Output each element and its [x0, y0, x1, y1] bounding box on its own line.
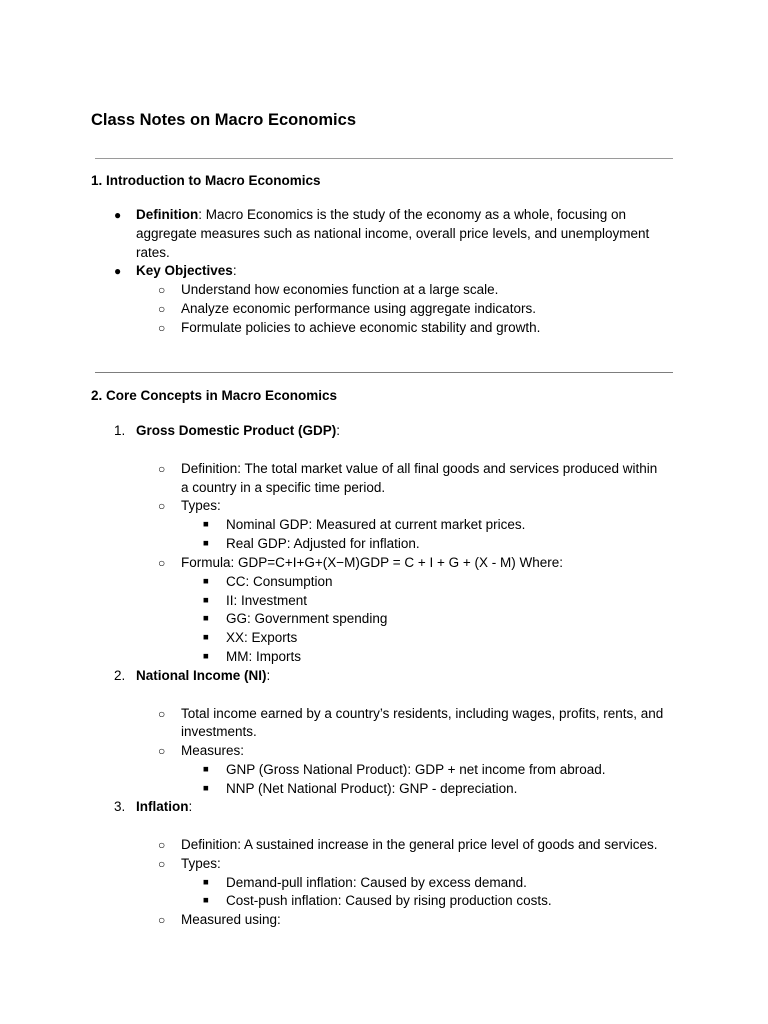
national-income-heading: National Income (NI):: [136, 668, 271, 683]
list-item: MM: Imports: [226, 649, 302, 664]
inflation-definition: Definition: A sustained increase in the general price level of goods and services.: [181, 837, 658, 852]
list-number: 2.: [114, 668, 126, 683]
square-marker: ■: [203, 877, 209, 888]
circle-marker: ○: [158, 321, 166, 335]
list-item: CC: Consumption: [226, 574, 333, 589]
page-title: Class Notes on Macro Economics: [91, 111, 356, 129]
bullet-marker: ●: [114, 264, 122, 278]
gdp-term: Gross Domestic Product (GDP): [136, 423, 337, 438]
square-marker: ■: [203, 595, 209, 606]
section-heading-introduction: 1. Introduction to Macro Economics: [91, 173, 321, 188]
list-item: Analyze economic performance using aggregate indicators.: [181, 301, 536, 316]
circle-marker: ○: [158, 838, 166, 852]
definition-text: : Macro Economics is the study of the economy as a whole, focusing on: [198, 207, 626, 222]
definition-line: aggregate measures such as national income, overall price levels, and unemployment: [136, 226, 650, 241]
national-income-term: National Income (NI): [136, 668, 267, 683]
square-marker: ■: [203, 895, 209, 906]
circle-marker: ○: [158, 556, 166, 570]
square-marker: ■: [203, 651, 209, 662]
inflation-types-label: Types:: [181, 856, 221, 871]
bullet-marker: ●: [114, 208, 122, 222]
national-income-line: investments.: [181, 724, 257, 739]
list-item: Real GDP: Adjusted for inflation.: [226, 536, 420, 551]
circle-marker: ○: [158, 302, 166, 316]
list-item: Formulate policies to achieve economic stability and growth.: [181, 320, 541, 335]
list-item: Demand-pull inflation: Caused by excess demand.: [226, 875, 527, 890]
national-income-line: Total income earned by a country’s residents, including wages, profits, rents, and: [181, 706, 664, 721]
square-marker: ■: [203, 538, 209, 549]
measures-label: Measures:: [181, 743, 245, 758]
gdp-types-label: Types:: [181, 498, 221, 513]
circle-marker: ○: [158, 744, 166, 758]
key-objectives-term: Key Objectives: [136, 263, 233, 278]
square-marker: ■: [203, 613, 209, 624]
circle-marker: ○: [158, 857, 166, 871]
list-item: II: Investment: [226, 593, 308, 608]
key-objectives-label: Key Objectives:: [136, 263, 237, 278]
circle-marker: ○: [158, 707, 166, 721]
inflation-heading: Inflation:: [136, 799, 193, 814]
list-item: Nominal GDP: Measured at current market prices.: [226, 517, 526, 532]
gdp-heading: Gross Domestic Product (GDP):: [136, 423, 341, 438]
list-item: GNP (Gross National Product): GDP + net income from abroad.: [226, 762, 606, 777]
list-number: 3.: [114, 799, 126, 814]
square-marker: ■: [203, 632, 209, 643]
square-marker: ■: [203, 576, 209, 587]
list-item: GG: Government spending: [226, 611, 388, 626]
circle-marker: ○: [158, 462, 166, 476]
list-number: 1.: [114, 423, 126, 438]
section-heading-core-concepts: 2. Core Concepts in Macro Economics: [91, 388, 338, 403]
gdp-formula: Formula: GDP=C+I+G+(X−M)GDP = C + I + G + (X - M) Where:: [181, 555, 563, 570]
list-item: Cost-push inflation: Caused by rising production costs.: [226, 893, 552, 908]
list-item: NNP (Net National Product): GNP - depreciation.: [226, 781, 518, 796]
circle-marker: ○: [158, 499, 166, 513]
list-item: XX: Exports: [226, 630, 298, 645]
circle-marker: ○: [158, 283, 166, 297]
square-marker: ■: [203, 783, 209, 794]
measured-using-label: Measured using:: [181, 912, 281, 927]
list-item: Understand how economies function at a large scale.: [181, 282, 499, 297]
definition-line: [136, 206, 626, 225]
gdp-definition-line: a country in a specific time period.: [181, 480, 386, 495]
horizontal-divider: [95, 372, 673, 373]
circle-marker: ○: [158, 913, 166, 927]
inflation-term: Inflation: [136, 799, 189, 814]
definition-term: Definition: [136, 207, 199, 222]
square-marker: ■: [203, 519, 209, 530]
square-marker: ■: [203, 764, 209, 775]
definition-line: rates.: [136, 245, 170, 260]
gdp-definition-line: Definition: The total market value of all final goods and services produced within: [181, 461, 658, 476]
horizontal-divider: [95, 158, 673, 159]
